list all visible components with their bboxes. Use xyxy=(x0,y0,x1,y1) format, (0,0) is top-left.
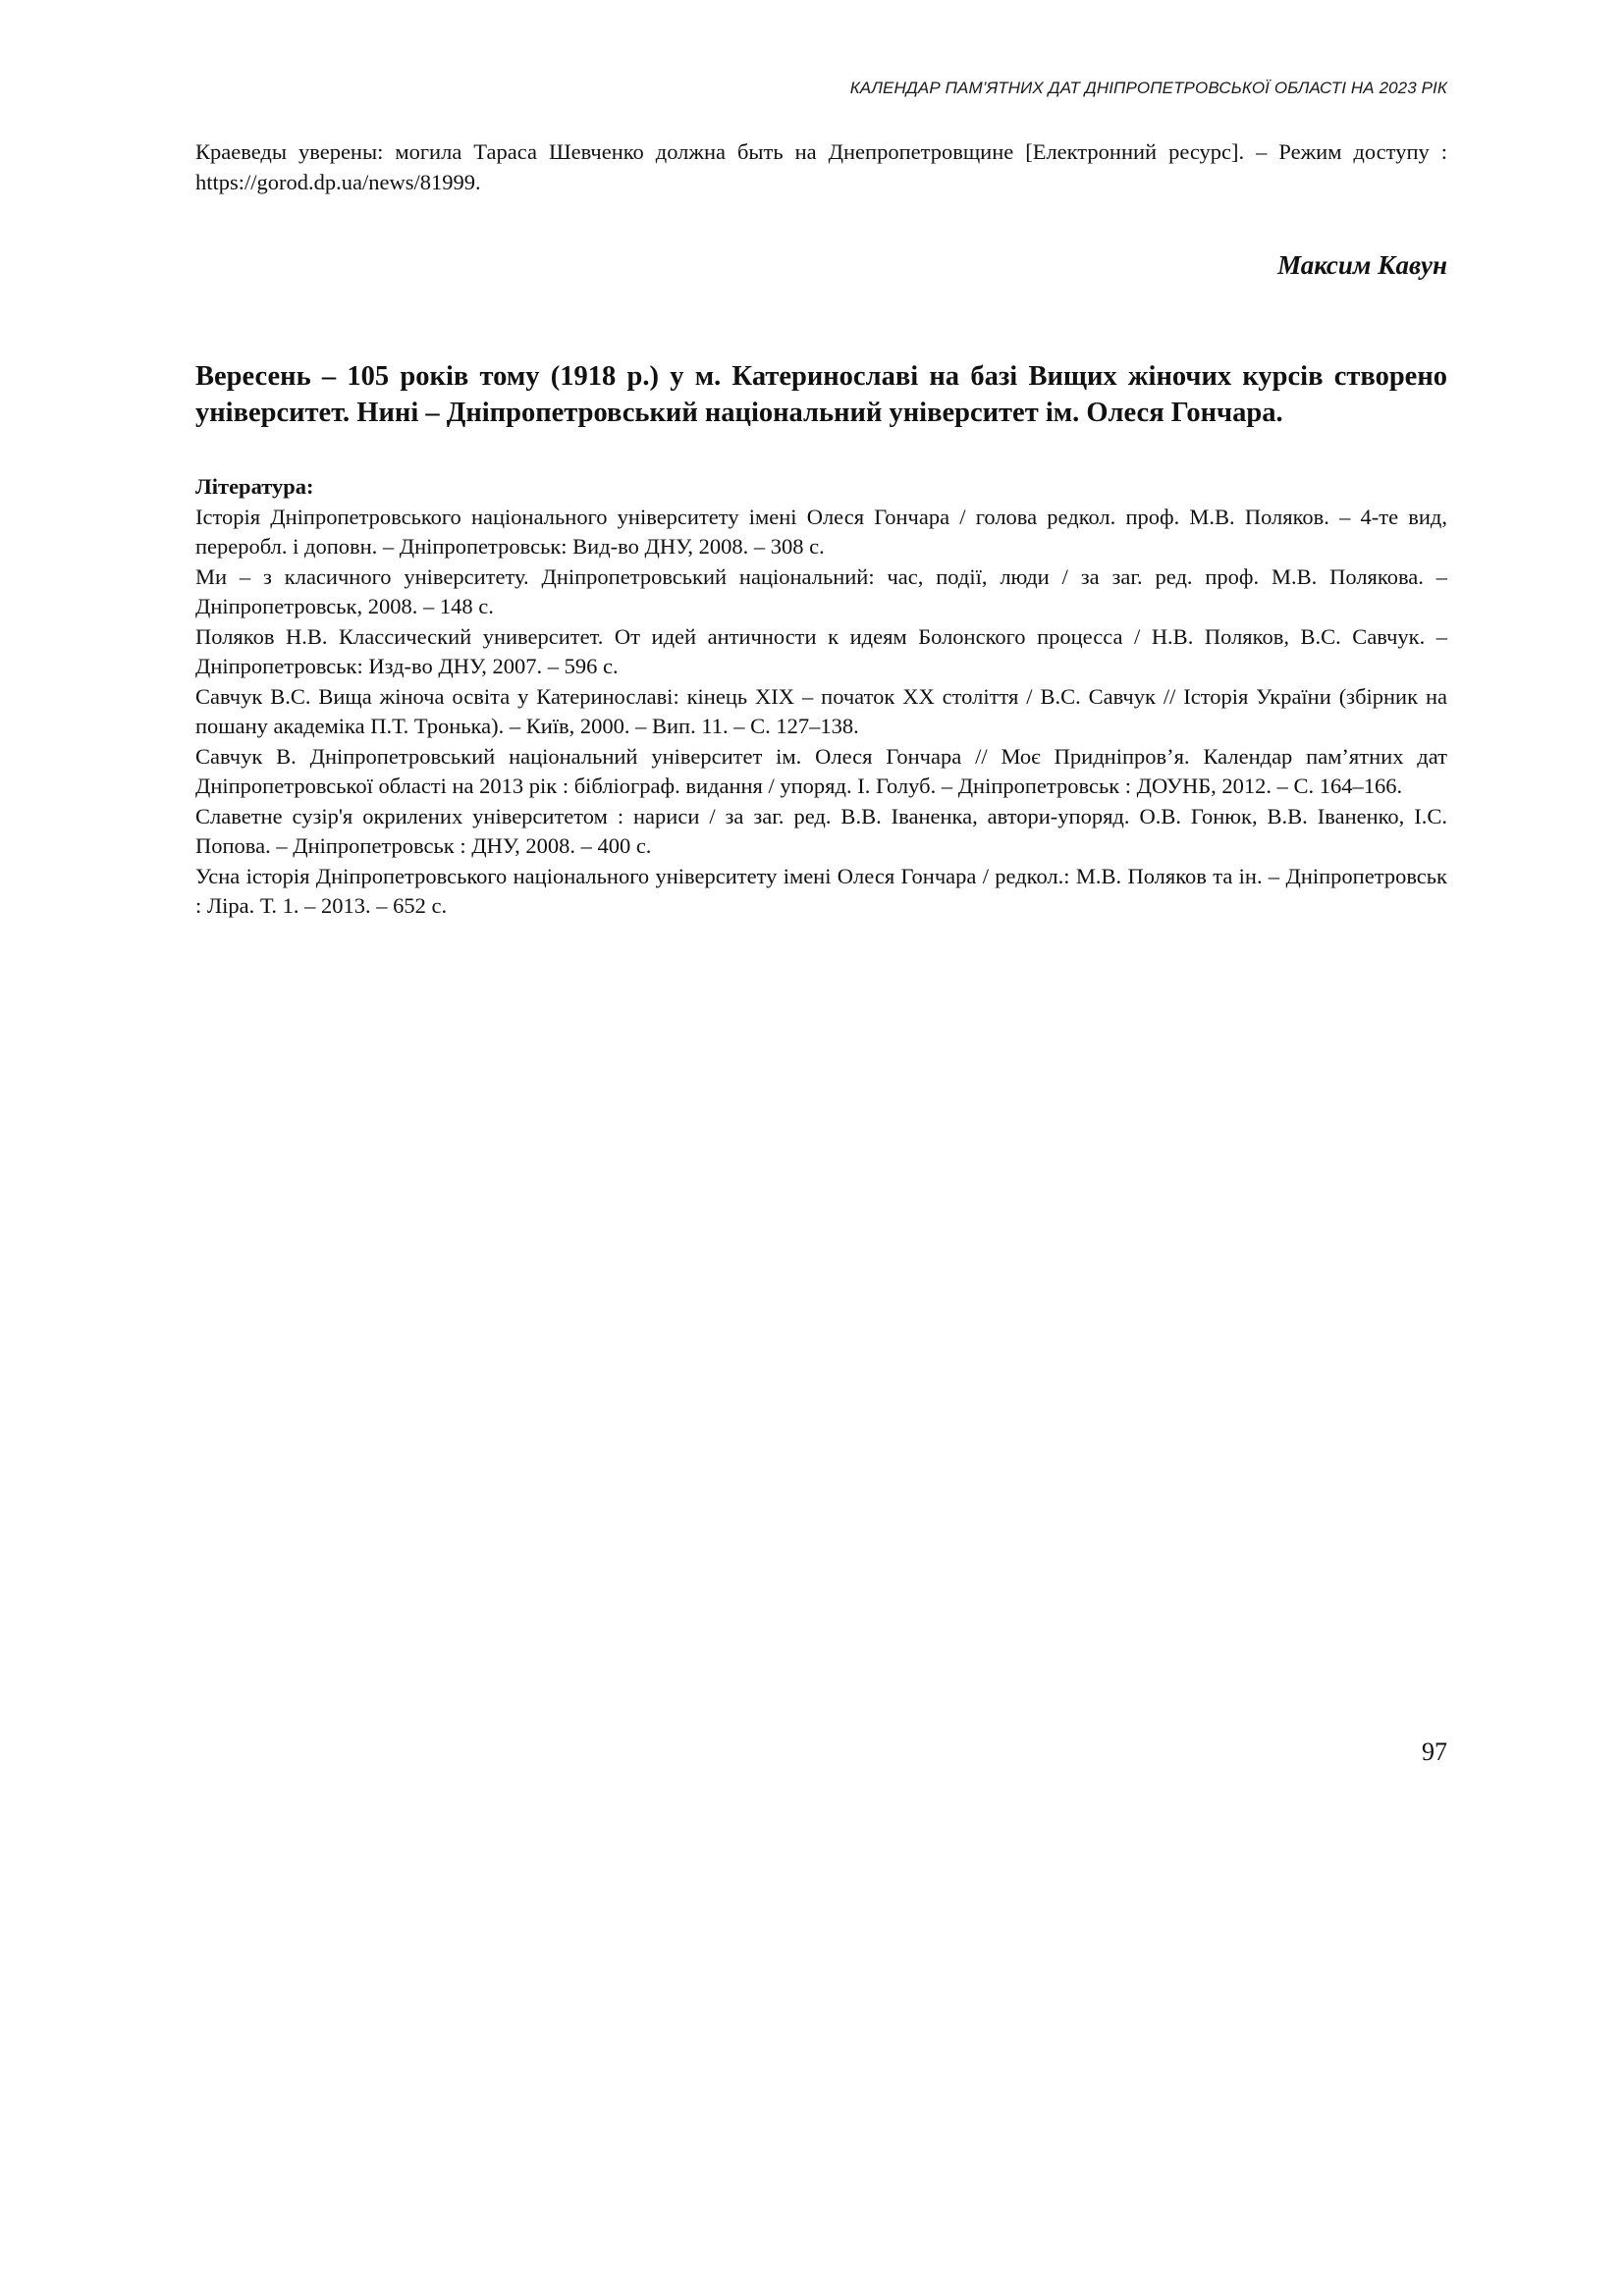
literature-item: Славетне сузір'я окрилених університетом : нариси / за заг. ред. В.В. Іваненка, автори-упоряд. О.В. Гонюк, В.В. Іваненко, І.С. Попова. – Дніпропетровськ : ДНУ, 2008. – 400 с. xyxy=(195,803,1447,858)
running-header: КАЛЕНДАР ПАМ’ЯТНИХ ДАТ ДНІПРОПЕТРОВСЬКОЇ ОБЛАСТІ НА 2023 РІК xyxy=(849,79,1447,97)
author-signature: Максим Кавун xyxy=(1277,250,1447,280)
literature-item: Савчук В.С. Вища жіноча освіта у Катеринославі: кінець ХІХ – початок ХХ століття / В.С. Савчук // Історія України (збірник на пошану академіка П.Т. Тронька). – Київ, 2000. – Вип. 11. – С. 127–138. xyxy=(195,683,1447,738)
literature-item: Поляков Н.В. Классический университет. От идей античности к идеям Болонского процесса / Н.В. Поляков, В.С. Савчук. – Дніпропетровськ: Изд-во ДНУ, 2007. – 596 с. xyxy=(195,623,1447,678)
literature-item: Савчук В. Дніпропетровський національний університет ім. Олеся Гончара // Моє Придніпров’я. Календар пам’ятних дат Дніпропетровської області на 2013 рік : бібліограф. видання / упоряд. І. Голуб. – Дніпропетровськ : ДОУНБ, 2012. – С. 164–166. xyxy=(195,743,1447,798)
literature-item: Історія Дніпропетровського національного університету імені Олеся Гончара / голова редкол. проф. М.В. Поляков. – 4-те вид, переробл. і доповн. – Дніпропетровськ: Вид-во ДНУ, 2008. – 308 с. xyxy=(195,504,1447,559)
previous-reference: Краеведы уверены: могила Тараса Шевченко должна быть на Днепропетровщине [Електронний ресурс]. – Режим доступу : https://gorod.dp.ua/news/81999. xyxy=(195,139,1447,194)
literature-heading: Література: xyxy=(195,474,314,499)
page-content xyxy=(195,137,1447,922)
literature-item: Усна історія Дніпропетровського національного університету імені Олеся Гончара / редкол.: М.В. Поляков та ін. – Дніпропетровськ : Ліра. Т. 1. – 2013. – 652 с. xyxy=(195,863,1447,918)
literature-list xyxy=(195,503,1447,922)
section-title: Вересень – 105 років тому (1918 р.) у м. Катеринославі на базі Вищих жіночих курсів створено університет. Нині – Дніпропетровський національний університет ім. Олеся Гончара. xyxy=(195,361,1447,428)
literature-item: Ми – з класичного університету. Дніпропетровський національний: час, події, люди / за заг. ред. проф. М.В. Полякова. – Дніпропетровськ, 2008. – 148 с. xyxy=(195,563,1447,618)
page-number: 97 xyxy=(1422,1737,1447,1766)
